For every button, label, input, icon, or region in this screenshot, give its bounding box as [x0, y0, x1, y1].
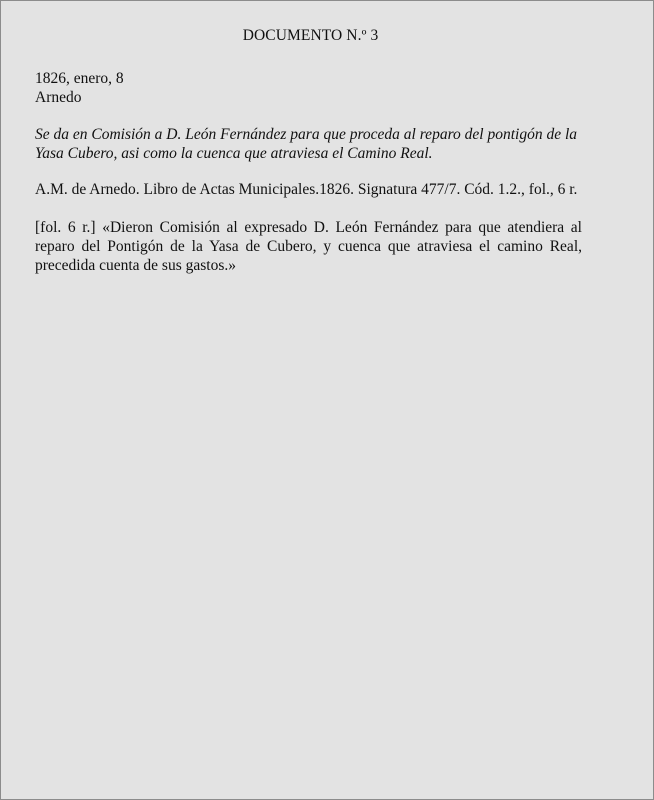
transcription-text: [fol. 6 r.] «Dieron Comisión al expresado D. León Fernández para que atendiera al reparo del Pontigón de la Yasa de Cubero, y cuenca que atraviesa el camino Real, precedida cuenta de sus gastos.»	[35, 219, 582, 274]
document-summary: Se da en Comisión a D. León Fernández para que proceda al reparo del pontigón de la Yasa Cubero, asi como la cuenca que atraviesa el Camino Real.	[35, 126, 578, 162]
document-body	[35, 21, 582, 275]
archival-reference: A.M. de Arnedo. Libro de Actas Municipales.1826. Signatura 477/7. Cód. 1.2., fol., 6 r.	[35, 181, 578, 198]
document-place: Arnedo	[35, 89, 82, 106]
document-title: DOCUMENTO N.º 3	[242, 27, 379, 44]
document-date: 1826, enero, 8	[35, 70, 124, 87]
